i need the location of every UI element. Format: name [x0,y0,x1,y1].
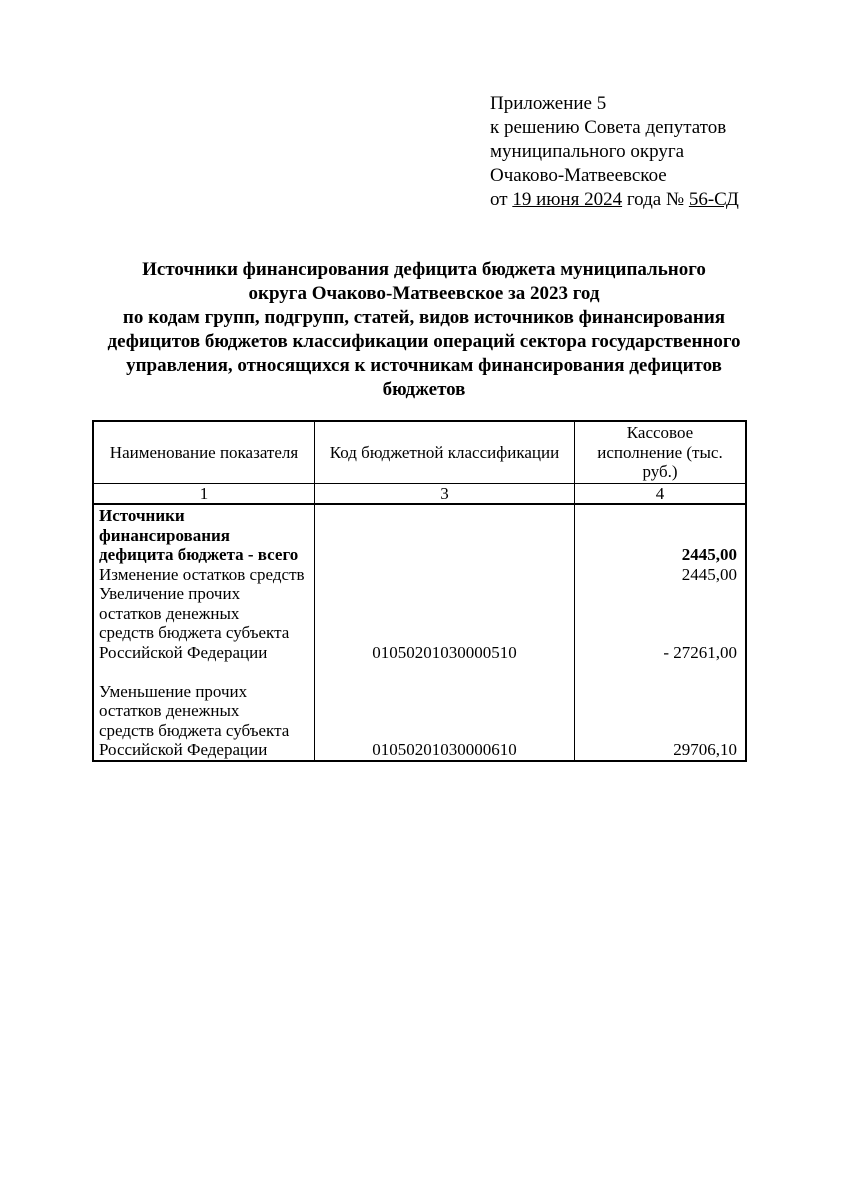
column-number: 3 [315,484,575,505]
empty-line [575,701,745,721]
column-header-cash-execution: Кассовое исполнение (тыс. руб.) [575,422,745,484]
indicator-name: Изменение остатков средств [99,564,305,584]
empty-line [575,506,745,526]
empty-line [315,565,574,585]
budget-code: 01050201030000610 [372,740,517,759]
indicator-name: Увеличение прочих [99,584,241,603]
empty-line [315,623,574,643]
empty-line [575,526,745,546]
annex-header-date-line [490,188,739,212]
decision-number: 56-СД [688,189,739,210]
annex-header-line: Приложение 5 [490,93,607,114]
page-title-line: по кодам групп, подгрупп, статей, видов источников финансирования [122,307,726,328]
empty-line [575,721,745,741]
page-title-line: управления, относящихся к источникам финансирования дефицитов [126,355,722,376]
cash-value: 2445,00 [681,564,737,584]
cash-execution-column [575,505,745,760]
indicator-name: Российской Федерации [99,740,268,759]
annex-header-line: к решению Совета депутатов [490,117,727,138]
empty-line [315,526,574,546]
page-title-line: Источники финансирования дефицита бюджета муниципального [142,259,706,280]
table-body-row [94,505,745,760]
cash-value: 29706,10 [673,740,737,759]
empty-line [575,662,745,682]
empty-line [315,604,574,624]
column-number: 4 [575,484,745,505]
table-header-row [94,422,745,484]
column-header-indicator-name: Наименование показателя [94,422,315,484]
cash-value: - 27261,00 [663,642,737,662]
budget-code-column [315,505,575,760]
indicator-name-column [94,505,315,760]
empty-line [315,662,574,682]
column-numbers-row [94,484,745,505]
budget-code: 01050201030000510 [372,642,517,662]
indicator-name: дефицита бюджета - всего [99,545,299,564]
empty-line [315,506,574,526]
column-header-budget-code: Код бюджетной классификации [315,422,575,484]
cash-value: 2445,00 [681,545,737,564]
indicator-name: средств бюджета субъекта [99,720,290,740]
page-title-line: бюджетов [382,379,466,400]
empty-line [575,584,745,604]
annex-header-line: муниципального округа [490,141,685,162]
budget-sources-table [92,420,747,762]
empty-line [94,662,314,682]
empty-line [315,584,574,604]
column-number: 1 [94,484,315,505]
empty-line [575,623,745,643]
annex-header-line: Очаково-Матвеевское [490,165,667,186]
date-middle: года № [622,189,689,210]
indicator-name: Российской Федерации [99,642,268,662]
empty-line [315,545,574,565]
indicator-name: Источники [99,506,185,525]
empty-line [315,682,574,702]
empty-line [575,682,745,702]
indicator-name: остатков денежных [99,603,240,623]
indicator-name: остатков денежных [99,701,240,720]
decision-date: 19 июня 2024 [512,189,623,210]
page-title-line: округа Очаково-Матвеевское за 2023 год [248,283,600,304]
page-title [0,258,848,402]
empty-line [315,701,574,721]
indicator-name: Уменьшение прочих [99,681,248,701]
empty-line [315,721,574,741]
date-prefix: от [490,189,513,210]
indicator-name: средств бюджета субъекта [99,623,290,642]
annex-header [490,92,739,212]
indicator-name: финансирования [99,525,230,545]
empty-line [575,604,745,624]
page-title-line: дефицитов бюджетов классификации операций сектора государственного [107,331,741,352]
